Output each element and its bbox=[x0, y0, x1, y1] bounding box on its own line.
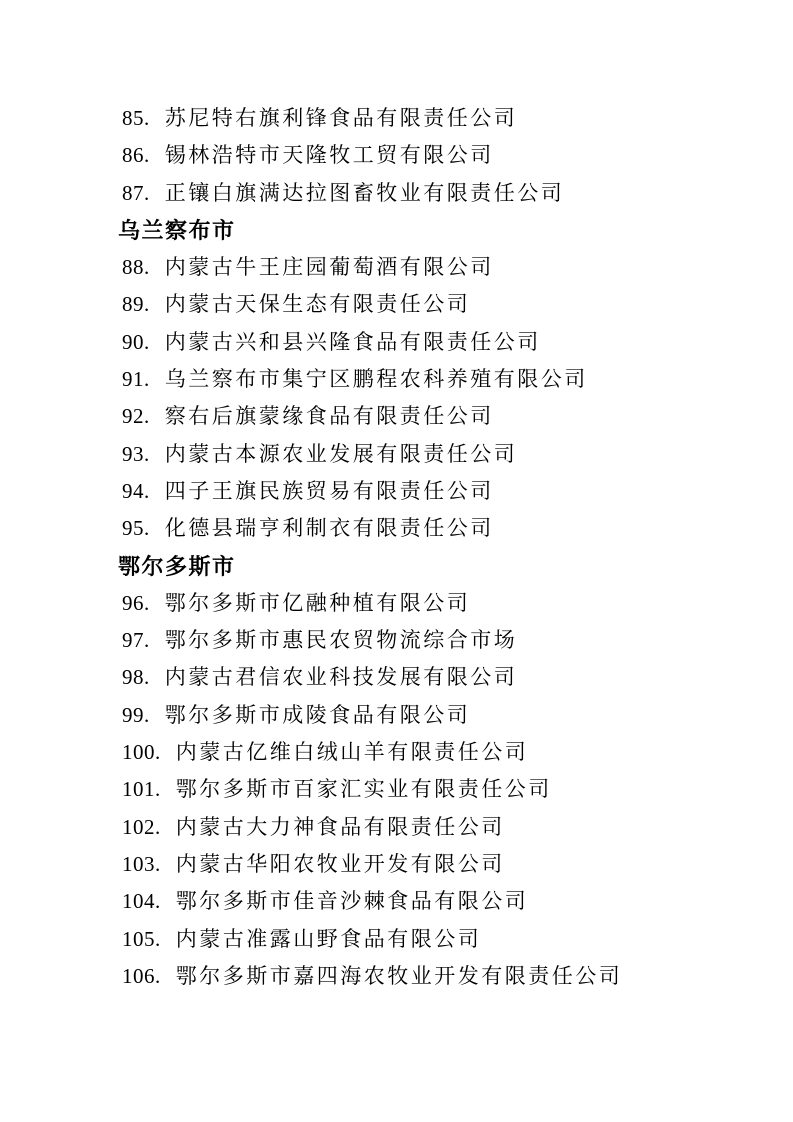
list-item-number: 104. bbox=[122, 889, 161, 914]
company-name: 内蒙古兴和县兴隆食品有限责任公司 bbox=[164, 329, 541, 354]
list-item-number: 89. bbox=[122, 292, 150, 317]
list-item-number: 90. bbox=[122, 329, 150, 354]
list-item bbox=[0, 921, 793, 958]
company-name: 锡林浩特市天隆牧工贸有限公司 bbox=[164, 143, 494, 168]
list-item-number: 100. bbox=[122, 740, 161, 765]
company-name: 内蒙古大力神食品有限责任公司 bbox=[175, 814, 505, 839]
list-item bbox=[0, 175, 793, 212]
list-item-number: 94. bbox=[122, 478, 150, 503]
list-item-number: 95. bbox=[122, 516, 150, 541]
list-item-number: 96. bbox=[122, 590, 150, 615]
company-name: 鄂尔多斯市亿融种植有限公司 bbox=[164, 590, 471, 615]
company-name: 鄂尔多斯市惠民农贸物流综合市场 bbox=[164, 628, 518, 653]
list-item-number: 92. bbox=[122, 404, 150, 429]
list-item bbox=[0, 697, 793, 734]
company-name: 四子王旗民族贸易有限责任公司 bbox=[164, 478, 494, 503]
list-item bbox=[0, 622, 793, 659]
company-name: 内蒙古天保生态有限责任公司 bbox=[164, 292, 471, 317]
list-item-number: 91. bbox=[122, 367, 150, 392]
list-item-number: 93. bbox=[122, 441, 150, 466]
company-name: 鄂尔多斯市百家汇实业有限责任公司 bbox=[175, 777, 552, 802]
company-name: 化德县瑞亨利制衣有限责任公司 bbox=[164, 516, 494, 541]
list-item bbox=[0, 398, 793, 435]
list-item bbox=[0, 659, 793, 696]
list-item-number: 99. bbox=[122, 702, 150, 727]
company-name: 乌兰察布市集宁区鹏程农科养殖有限公司 bbox=[164, 367, 588, 392]
company-name: 正镶白旗满达拉图畜牧业有限责任公司 bbox=[164, 180, 565, 205]
company-name: 察右后旗蒙缘食品有限责任公司 bbox=[164, 404, 494, 429]
list-item bbox=[0, 585, 793, 622]
list-item bbox=[0, 958, 793, 995]
list-item-number: 98. bbox=[122, 665, 150, 690]
list-item-number: 88. bbox=[122, 255, 150, 280]
list-item bbox=[0, 734, 793, 771]
city-heading: 乌兰察布市 bbox=[118, 217, 236, 243]
list-item-number: 87. bbox=[122, 180, 150, 205]
list-item-number: 86. bbox=[122, 143, 150, 168]
list-item-number: 97. bbox=[122, 628, 150, 653]
list-item-number: 85. bbox=[122, 106, 150, 130]
list-item-number: 105. bbox=[122, 926, 161, 951]
company-name: 内蒙古亿维白绒山羊有限责任公司 bbox=[175, 740, 529, 765]
list-item bbox=[0, 100, 793, 137]
list-item bbox=[0, 510, 793, 547]
list-item bbox=[0, 361, 793, 398]
list-item-number: 103. bbox=[122, 851, 161, 876]
company-name: 内蒙古牛王庄园葡萄酒有限公司 bbox=[164, 255, 494, 280]
list-item bbox=[0, 809, 793, 846]
company-name: 内蒙古本源农业发展有限责任公司 bbox=[164, 441, 518, 466]
list-item bbox=[0, 883, 793, 920]
list-item bbox=[0, 137, 793, 174]
list-item-number: 102. bbox=[122, 814, 161, 839]
list-item-number: 106. bbox=[122, 963, 161, 988]
list-item bbox=[0, 324, 793, 361]
company-name: 鄂尔多斯市成陵食品有限公司 bbox=[164, 702, 471, 727]
list-item bbox=[0, 846, 793, 883]
list-item bbox=[0, 286, 793, 323]
company-name: 鄂尔多斯市嘉四海农牧业开发有限责任公司 bbox=[175, 963, 623, 988]
city-heading: 鄂尔多斯市 bbox=[118, 553, 236, 579]
company-name: 内蒙古君信农业科技发展有限公司 bbox=[164, 665, 518, 690]
company-name: 鄂尔多斯市佳音沙棘食品有限公司 bbox=[175, 889, 529, 914]
company-name: 内蒙古准露山野食品有限公司 bbox=[175, 926, 482, 951]
list-item bbox=[0, 249, 793, 286]
company-name: 内蒙古华阳农牧业开发有限公司 bbox=[175, 851, 505, 876]
list-item-number: 101. bbox=[122, 777, 161, 802]
company-name: 苏尼特右旗利锋食品有限责任公司 bbox=[164, 106, 518, 130]
list-item bbox=[0, 436, 793, 473]
list-item bbox=[0, 771, 793, 808]
list-item bbox=[0, 473, 793, 510]
